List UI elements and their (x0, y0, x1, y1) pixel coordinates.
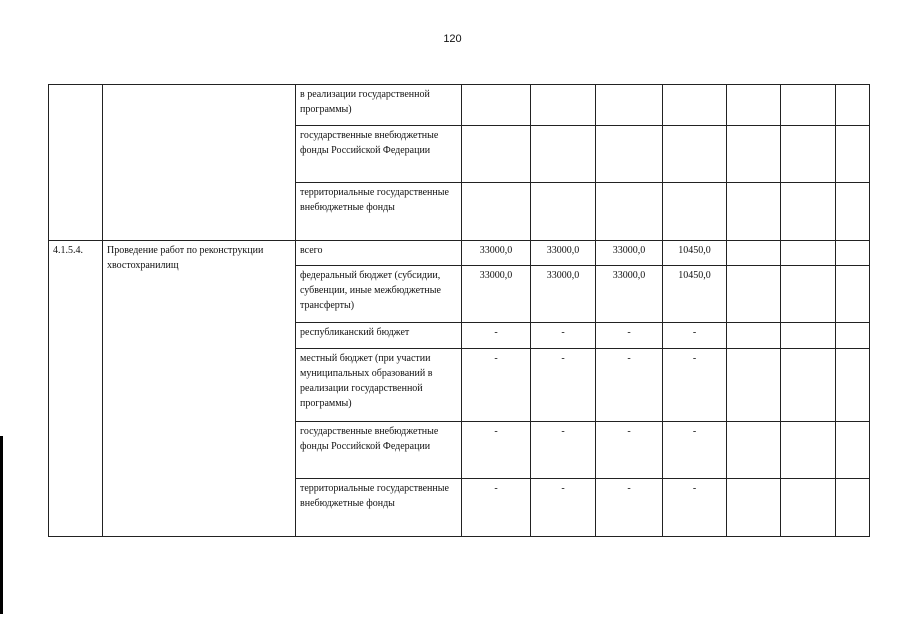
value-cell (781, 349, 836, 422)
value-cell (462, 85, 531, 126)
source-cell: федеральный бюджет (субсидии, субвенции, иные межбюджетные трансферты) (296, 266, 462, 323)
value-cell (727, 126, 781, 183)
value-cell: - (596, 422, 663, 479)
table-row (49, 85, 870, 126)
value-cell: - (531, 422, 596, 479)
source-cell: территориальные государственные внебюджетные фонды (296, 479, 462, 537)
source-cell: государственные внебюджетные фонды Российской Федерации (296, 126, 462, 183)
value-cell (727, 241, 781, 266)
value-cell: - (663, 479, 727, 537)
value-cell: - (531, 323, 596, 349)
value-cell (462, 126, 531, 183)
value-cell: - (462, 422, 531, 479)
name-cell (103, 85, 296, 126)
value-cell (727, 349, 781, 422)
value-cell: 33000,0 (596, 241, 663, 266)
value-cell (727, 323, 781, 349)
table-row (49, 241, 870, 266)
value-cell (781, 183, 836, 241)
source-cell: республиканский бюджет (296, 323, 462, 349)
value-cell: - (596, 479, 663, 537)
value-cell: - (531, 479, 596, 537)
source-cell: в реализации государственной программы) (296, 85, 462, 126)
table-row (49, 126, 870, 183)
value-cell (727, 422, 781, 479)
value-cell: - (663, 422, 727, 479)
value-cell (781, 266, 836, 323)
value-cell: - (462, 349, 531, 422)
name-cell (103, 126, 296, 183)
code-cell (49, 85, 103, 126)
source-cell: государственные внебюджетные фонды Российской Федерации (296, 422, 462, 479)
table-row (49, 183, 870, 241)
value-cell: - (462, 323, 531, 349)
item-code-cell: 4.1.5.4. (49, 241, 103, 537)
value-cell (531, 183, 596, 241)
value-cell (531, 126, 596, 183)
value-cell: 10450,0 (663, 241, 727, 266)
value-cell: - (596, 349, 663, 422)
value-cell (663, 85, 727, 126)
value-cell: 33000,0 (531, 241, 596, 266)
value-cell (727, 85, 781, 126)
value-cell (836, 422, 870, 479)
value-cell: - (663, 349, 727, 422)
value-cell: - (596, 323, 663, 349)
value-cell (836, 266, 870, 323)
source-cell: всего (296, 241, 462, 266)
name-cell (103, 183, 296, 241)
value-cell: 33000,0 (462, 241, 531, 266)
value-cell (663, 126, 727, 183)
value-cell: - (531, 349, 596, 422)
value-cell (663, 183, 727, 241)
page-number: 120 (443, 33, 462, 45)
code-cell (49, 183, 103, 241)
value-cell (781, 479, 836, 537)
value-cell: - (663, 323, 727, 349)
value-cell (836, 479, 870, 537)
value-cell: 33000,0 (531, 266, 596, 323)
value-cell (727, 266, 781, 323)
value-cell: 10450,0 (663, 266, 727, 323)
value-cell (596, 183, 663, 241)
value-cell (727, 479, 781, 537)
budget-table (48, 84, 870, 537)
value-cell (531, 85, 596, 126)
value-cell (781, 241, 836, 266)
value-cell (781, 126, 836, 183)
value-cell: - (462, 479, 531, 537)
value-cell (727, 183, 781, 241)
item-name-cell: Проведение работ по реконструкции хвостохранилищ (103, 241, 296, 537)
value-cell (836, 323, 870, 349)
value-cell (781, 422, 836, 479)
value-cell (781, 85, 836, 126)
margin-bar (0, 436, 3, 614)
value-cell: 33000,0 (462, 266, 531, 323)
value-cell (596, 126, 663, 183)
value-cell (836, 241, 870, 266)
value-cell (596, 85, 663, 126)
value-cell (836, 349, 870, 422)
value-cell (836, 85, 870, 126)
value-cell (781, 323, 836, 349)
value-cell (836, 126, 870, 183)
source-cell: территориальные государственные внебюджетные фонды (296, 183, 462, 241)
value-cell: 33000,0 (596, 266, 663, 323)
code-cell (49, 126, 103, 183)
value-cell (462, 183, 531, 241)
source-cell: местный бюджет (при участии муниципальных образований в реализации государственной программы) (296, 349, 462, 422)
value-cell (836, 183, 870, 241)
